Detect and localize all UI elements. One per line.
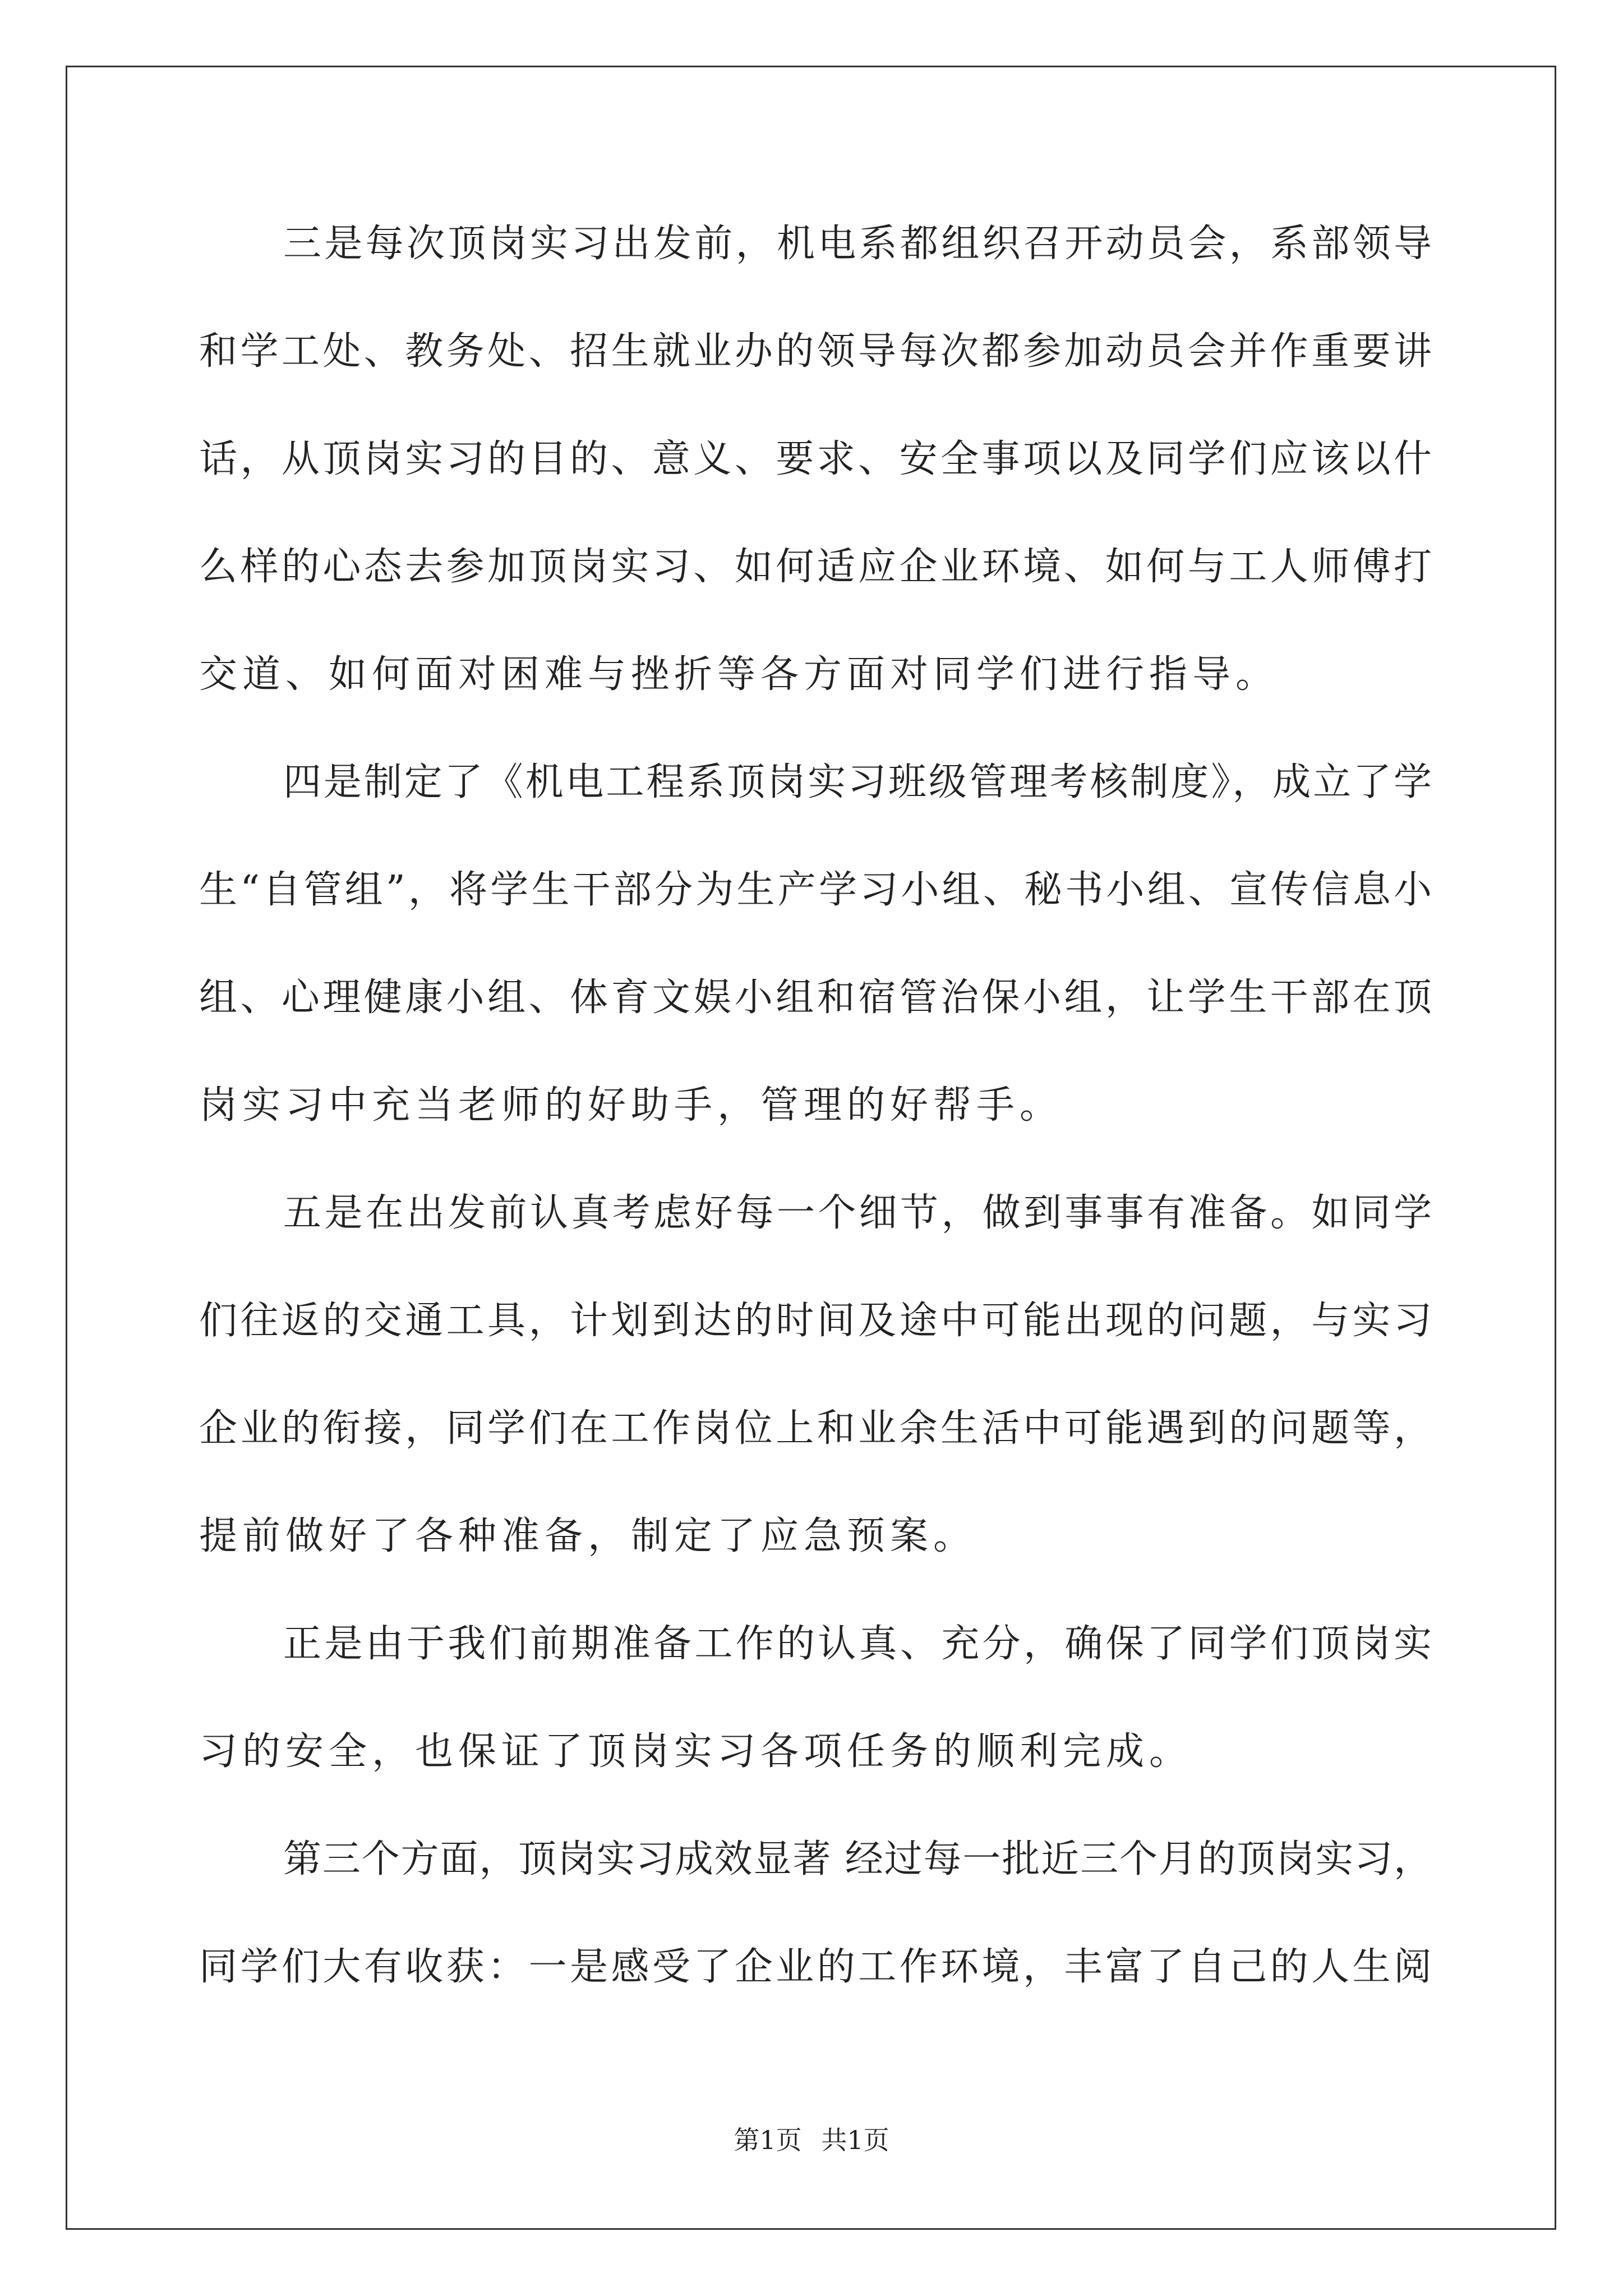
text-line: 四是制定了《机电工程系顶岗实习班级管理考核制度》，成立了学 [283,760,1432,804]
text-line: 们往返的交通工具，计划到达的时间及途中可能出现的问题，与实习 [199,1299,1432,1343]
page-border [66,66,1556,2230]
text-line: 么样的心态去参加顶岗实习、如何适应企业环境、如何与工人师傅打 [199,545,1432,589]
text-line: 三是每次顶岗实习出发前，机电系都组织召开动员会，系部领导 [283,222,1432,266]
page-number-current: 第1页 [734,2125,802,2155]
text-line: 提前做好了各种准备，制定了应急预案。 [199,1514,977,1558]
page-number-total: 共1页 [821,2125,889,2155]
text-line: 交道、如何面对困难与挫折等各方面对同学们进行指导。 [199,652,1279,697]
text-line: 第三个方面，顶岗实习成效显著 经过每一批近三个月的顶岗实习， [283,1837,1432,1881]
text-line: 习的安全，也保证了顶岗实习各项任务的顺利完成。 [199,1729,1193,1774]
text-line: 五是在出发前认真考虑好每一个细节，做到事事有准备。如同学 [283,1191,1432,1235]
page-footer [0,2123,1623,2157]
text-line: 和学工处、教务处、招生就业办的领导每次都参加动员会并作重要讲 [199,329,1432,374]
text-line: 正是由于我们前期准备工作的认真、充分，确保了同学们顶岗实 [283,1622,1432,1666]
text-line: 组、心理健康小组、体育文娱小组和宿管治保小组，让学生干部在顶 [199,976,1432,1020]
text-line: 生“自管组”，将学生干部分为生产学习小组、秘书小组、宣传信息小 [199,868,1432,912]
text-line: 企业的衔接，同学们在工作岗位上和业余生活中可能遇到的问题等， [199,1406,1432,1451]
text-line: 岗实习中充当老师的好助手，管理的好帮手。 [199,1083,1063,1128]
text-line: 同学们大有收获：一是感受了企业的工作环境，丰富了自己的人生阅 [199,1945,1432,1989]
text-line: 话，从顶岗实习的目的、意义、要求、安全事项以及同学们应该以什 [199,437,1432,481]
